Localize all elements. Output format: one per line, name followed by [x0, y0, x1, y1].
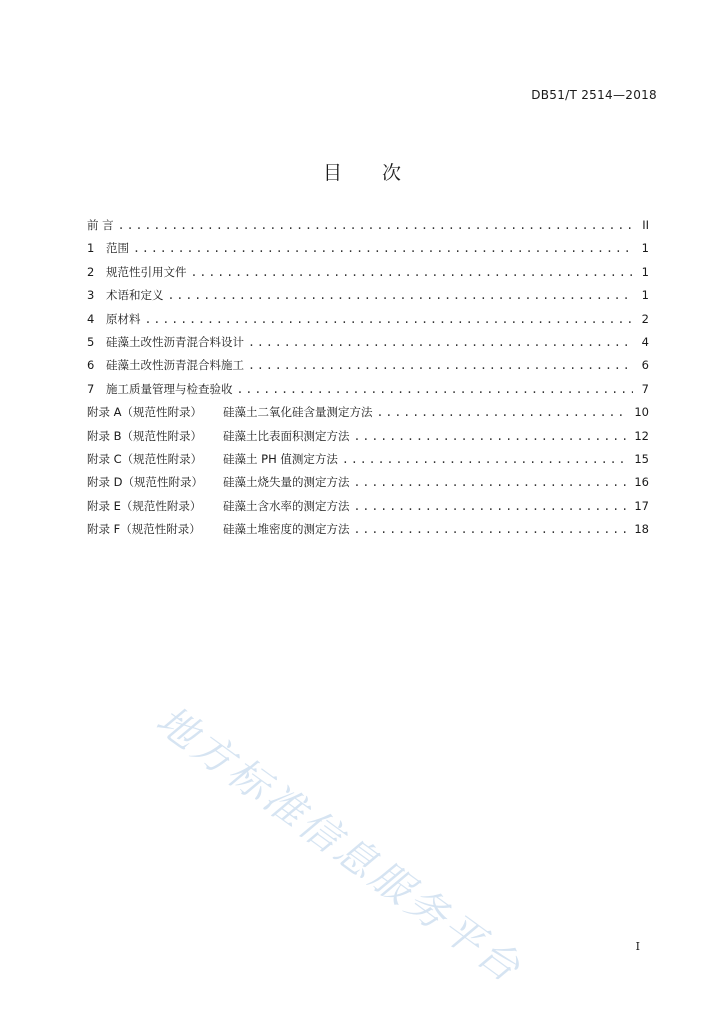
- toc-entry-text: 原材料: [106, 311, 141, 326]
- toc-entry[interactable]: [87, 425, 649, 448]
- toc-page-number: 4: [641, 334, 649, 349]
- toc-leader-dots: [133, 237, 633, 260]
- toc-entry-number: 1: [87, 241, 95, 256]
- toc-appendix-label: 附录 A（规范性附录）: [87, 405, 203, 420]
- toc-entry-title: [87, 495, 350, 518]
- toc-leader-dots: [145, 308, 634, 331]
- toc-leader-dots: [354, 471, 629, 494]
- toc-leader-dots: [377, 401, 629, 424]
- toc-leader-dots: [354, 425, 629, 448]
- toc-page-number: 12: [634, 428, 649, 443]
- toc-leader-dots: [237, 378, 634, 401]
- toc-appendix-label: 附录 C（规范性附录）: [87, 451, 203, 466]
- toc-leader-dots: [248, 354, 633, 377]
- toc-entry-text: 硅藻土含水率的测定方法: [223, 498, 350, 513]
- toc-page-number: 1: [641, 264, 649, 279]
- toc-entry-title: [87, 214, 114, 237]
- toc-page-number: 10: [634, 405, 649, 420]
- toc-entry[interactable]: [87, 284, 649, 307]
- toc-entry-number: 4: [87, 311, 95, 326]
- toc-leader-dots: [248, 331, 633, 354]
- toc-page-number: 6: [641, 358, 649, 373]
- toc-leader-dots: [168, 284, 634, 307]
- toc-entry-text: 硅藻土改性沥青混合料施工: [106, 358, 244, 373]
- toc-entry[interactable]: [87, 518, 649, 541]
- toc-entry[interactable]: [87, 378, 649, 401]
- toc-entry-title: [87, 308, 141, 331]
- toc-appendix-label: 附录 F（规范性附录）: [87, 522, 201, 537]
- toc-entry-number: 6: [87, 358, 95, 373]
- page-title: [0, 158, 724, 185]
- toc-entry-title: [87, 331, 244, 354]
- toc-page-number: II: [642, 218, 649, 232]
- toc-entry[interactable]: [87, 354, 649, 377]
- toc-entry[interactable]: [87, 261, 649, 284]
- toc-entry-title: [87, 378, 233, 401]
- toc-entry[interactable]: [87, 401, 649, 424]
- toc-page-number: 7: [641, 381, 649, 396]
- toc-entry-title: [87, 471, 350, 494]
- document-code: DB51/T 2514—2018: [531, 88, 657, 102]
- toc-leader-dots: [191, 261, 634, 284]
- toc-leader-dots: [342, 448, 628, 471]
- toc-entry-text: 术语和定义: [106, 288, 164, 303]
- toc-entry[interactable]: [87, 448, 649, 471]
- toc-entry-title: [87, 401, 373, 424]
- title-part-1: 目: [322, 162, 342, 184]
- toc-entry-title: [87, 354, 244, 377]
- toc-entry-title: [87, 448, 338, 471]
- toc-entry-text: 硅藻土二氧化硅含量测定方法: [223, 405, 373, 420]
- toc-entry-text: 硅藻土改性沥青混合料设计: [106, 334, 244, 349]
- toc-leader-dots: [118, 214, 633, 237]
- table-of-contents: [87, 214, 649, 541]
- toc-entry-title: [87, 261, 187, 284]
- toc-page-number: 1: [641, 241, 649, 256]
- toc-entry[interactable]: [87, 308, 649, 331]
- toc-entry-title: [87, 425, 350, 448]
- toc-entry[interactable]: [87, 471, 649, 494]
- toc-entry-number: 2: [87, 264, 95, 279]
- toc-appendix-label: 附录 E（规范性附录）: [87, 498, 202, 513]
- toc-entry-text: 规范性引用文件: [106, 264, 187, 279]
- title-part-2: 次: [382, 162, 402, 184]
- toc-entry-number: 7: [87, 381, 95, 396]
- toc-leader-dots: [354, 518, 629, 541]
- toc-entry-text: 前 言: [87, 218, 114, 232]
- toc-leader-dots: [354, 495, 629, 518]
- toc-page-number: 15: [634, 451, 649, 466]
- toc-entry[interactable]: [87, 331, 649, 354]
- toc-entry-text: 范围: [106, 241, 129, 256]
- toc-entry-text: 硅藻土 PH 值测定方法: [223, 451, 338, 466]
- toc-entry[interactable]: [87, 237, 649, 260]
- toc-appendix-label: 附录 D（规范性附录）: [87, 475, 204, 490]
- toc-entry-title: [87, 237, 129, 260]
- toc-entry-title: [87, 518, 350, 541]
- page-number: I: [635, 940, 640, 953]
- toc-entry[interactable]: [87, 495, 649, 518]
- toc-appendix-label: 附录 B（规范性附录）: [87, 428, 203, 443]
- toc-entry[interactable]: [87, 214, 649, 237]
- toc-entry-number: 3: [87, 288, 95, 303]
- toc-page-number: 18: [634, 522, 649, 537]
- toc-entry-number: 5: [87, 334, 95, 349]
- toc-page-number: 2: [641, 311, 649, 326]
- toc-entry-title: [87, 284, 164, 307]
- toc-entry-text: 硅藻土堆密度的测定方法: [223, 522, 350, 537]
- toc-entry-text: 硅藻土比表面积测定方法: [223, 428, 350, 443]
- watermark: 地方标准信息服务平台: [147, 697, 531, 994]
- toc-entry-text: 硅藻土烧失量的测定方法: [223, 475, 350, 490]
- toc-page-number: 16: [634, 475, 649, 490]
- toc-page-number: 1: [641, 288, 649, 303]
- toc-page-number: 17: [634, 498, 649, 513]
- toc-entry-text: 施工质量管理与检查验收: [106, 381, 233, 396]
